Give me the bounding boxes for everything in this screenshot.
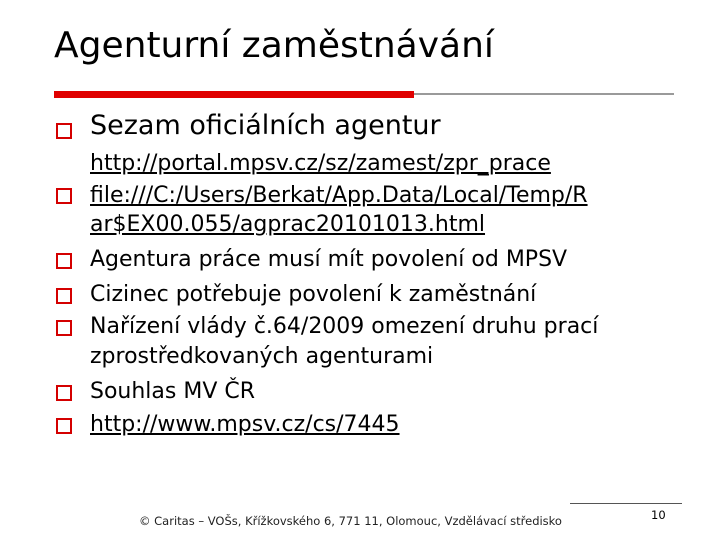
page-number: 10 (651, 508, 666, 522)
footer-text: © Caritas – VOŠs, Křížkovského 6, 771 11, Olomouc, Vzdělávací středisko (139, 514, 562, 528)
title-accent-rule (54, 91, 414, 98)
link-mpsv-7445[interactable]: http://www.mpsv.cz/cs/7445 (90, 412, 400, 437)
bullet-cizinec-povoleni: Cizinec potřebuje povolení k zaměstnání (90, 282, 537, 307)
hollow-square-bullet-icon (56, 288, 72, 304)
title-gray-rule (414, 93, 674, 95)
hollow-square-bullet-icon (56, 418, 72, 434)
hollow-square-bullet-icon (56, 253, 72, 269)
link-file-agprac-line2[interactable]: ar$EX00.055/agprac20101013.html (90, 212, 486, 237)
footer-rule (570, 503, 682, 504)
bullet-agentura-povoleni: Agentura práce musí mít povolení od MPSV (90, 247, 568, 272)
bullet-sezam-agentur: Sezam oficiálních agentur (90, 110, 441, 141)
bullet-narizeni-vlady-line2: zprostředkovaných agenturami (90, 344, 434, 369)
hollow-square-bullet-icon (56, 320, 72, 336)
slide-title: Agenturní zaměstnávání (54, 25, 494, 66)
hollow-square-bullet-icon (56, 188, 72, 204)
link-file-agprac-line1[interactable]: file:///C:/Users/Berkat/App.Data/Local/Temp/R (90, 183, 588, 208)
bullet-souhlas-mv: Souhlas MV ČR (90, 379, 256, 404)
hollow-square-bullet-icon (56, 385, 72, 401)
bullet-narizeni-vlady-line1: Nařízení vlády č.64/2009 omezení druhu prací (90, 314, 599, 339)
hollow-square-bullet-icon (56, 123, 72, 139)
link-portal-mpsv[interactable]: http://portal.mpsv.cz/sz/zamest/zpr_prace (90, 151, 551, 176)
